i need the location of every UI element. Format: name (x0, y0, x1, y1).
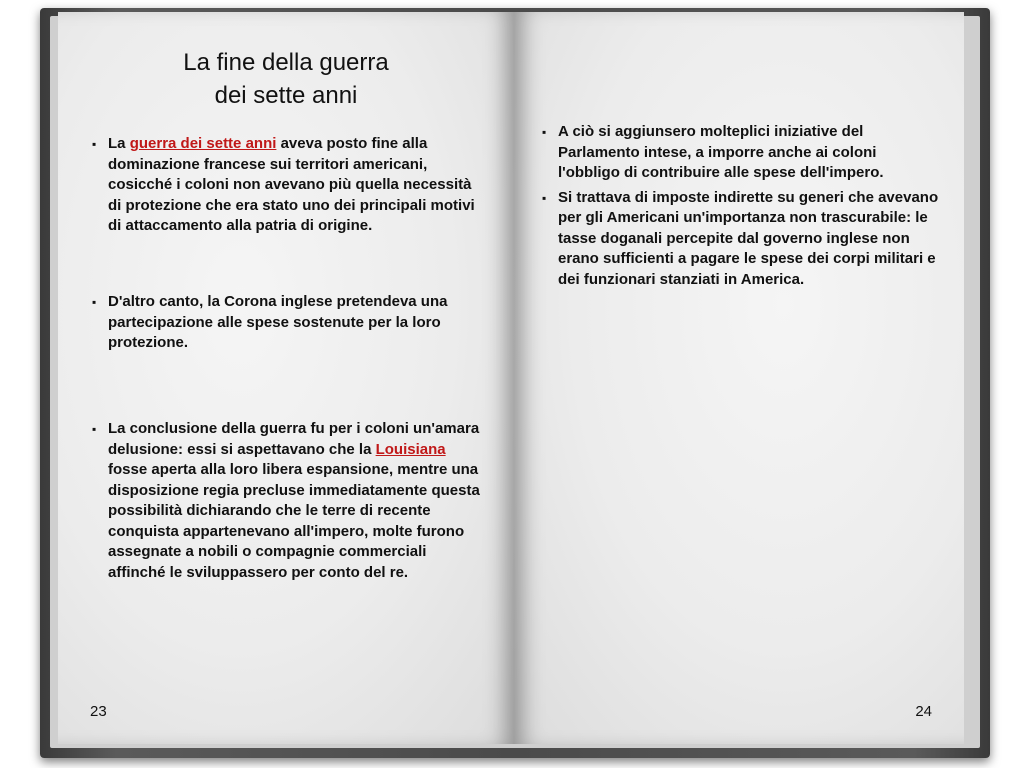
bullet-icon: ▪ (92, 137, 97, 151)
bullet-text: La (108, 135, 130, 152)
title-line-1: La fine della guerra (183, 49, 389, 76)
bullet-icon: ▪ (542, 190, 547, 205)
bullet-text: D'altro canto, la Corona inglese pretendeva una partecipazione alle spese sostenute per la loro protezione. (108, 293, 448, 351)
bullet-text: Si trattava di imposte indirette su generi che avevano per gli Americani un'importanza non trascurabile: le tasse doganali percepite dal governo inglese non erano sufficienti a pagare le spese dei corpi militari e dei funzionari stanziati in America. (558, 188, 939, 288)
bullet-icon: ▪ (92, 295, 97, 309)
bullet-icon: ▪ (542, 125, 547, 139)
bullet-icon: ▪ (92, 422, 97, 436)
page-number-right: 24 (915, 703, 932, 720)
bullet-text: aveva posto fine alla dominazione francese sui territori americani, cosicché i coloni non avevano più quella necessità di protezione che era stato uno dei principali motivi di attaccamento alla patria di origine. (108, 135, 475, 234)
left-page (58, 12, 514, 744)
bullet-text: A ciò si aggiunsero molteplici iniziative del Parlamento intese, a imporre anche ai coloni l'obbligo di contribuire alle spese dell'impero. (558, 123, 884, 181)
page-title (58, 46, 514, 112)
right-bullet-list (540, 122, 940, 290)
left-bullet-list-3 (90, 419, 482, 583)
right-page (514, 12, 964, 744)
link-louisiana[interactable]: Louisiana (375, 440, 446, 458)
title-line-2: dei sette anni (214, 82, 358, 109)
link-guerra-dei-sette-anni[interactable]: guerra dei sette anni (129, 135, 277, 152)
bullet-item (90, 419, 482, 583)
bullet-item (540, 122, 940, 184)
bullet-item (90, 292, 482, 354)
page-number-left: 23 (90, 703, 107, 720)
left-bullet-list (90, 134, 482, 237)
bullet-item (540, 188, 940, 291)
bullet-text: fosse aperta alla loro libera espansione, mentre una disposizione regia precluse immediatamente questa possibilità dichiarando che le terre di recente conquista appartenevano all'impero, molte furono assegnate a nobili o compagnie commerciali affinché le sviluppassero per conto del re. (108, 461, 480, 581)
left-bullet-list-2 (90, 292, 482, 354)
bullet-item (90, 134, 482, 237)
bullet-text: La conclusione della guerra fu per i coloni un'amara delusione: essi si aspettavano che la (108, 420, 480, 458)
